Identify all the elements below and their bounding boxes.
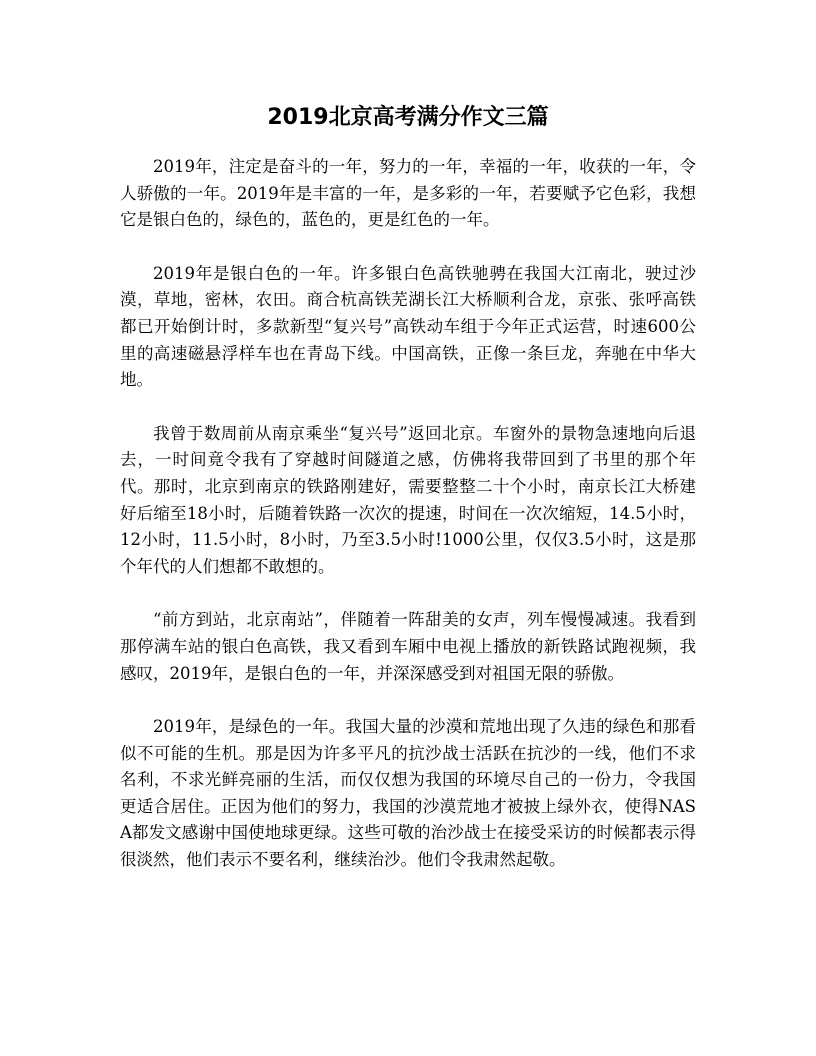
paragraph-4: “前方到站，北京南站”，伴随着一阵甜美的女声，列车慢慢减速。我看到那停满车站的银白色高铁，我又看到车厢中电视上播放的新铁路试跑视频，我感叹，2019年，是银白色的一年，并深深感受到对祖国无限的骄傲。 (120, 610, 696, 683)
paragraph-5: 2019年，是绿色的一年。我国大量的沙漠和荒地出现了久违的绿色和那看似不可能的生机。那是因为许多平凡的抗沙战士活跃在抗沙的一线，他们不求名利，不求光鲜亮丽的生活，而仅仅想为我国的环境尽自己的一份力，令我国更适合居住。正因为他们的努力，我国的沙漠荒地才被披上绿外衣，使得NASA都发文感谢中国使地球更绿。这些可敬的治沙战士在接受采访的时候都表示得很淡然，他们表示不要名利，继续治沙。他们令我肃然起敬。 (120, 717, 696, 870)
paragraph-3: 我曾于数周前从南京乘坐“复兴号”返回北京。车窗外的景物急速地向后退去，一时间竟令我有了穿越时间隧道之感，仿佛将我带回到了书里的那个年代。那时，北京到南京的铁路刚建好，需要整整二十个小时，南京长江大桥建好后缩至18小时，后随着铁路一次次的提速，时间在一次次缩短，14.5小时，12小时，11.5小时，8小时，乃至3.5小时!1000公里，仅仅3.5小时，这是那个年代的人们想都不敢想的。 (120, 423, 696, 576)
document-title: 2019北京高考满分作文三篇 (267, 105, 549, 130)
paragraph-1: 2019年，注定是奋斗的一年，努力的一年，幸福的一年，收获的一年，令人骄傲的一年。2019年是丰富的一年，是多彩的一年，若要赋予它色彩，我想它是银白色的，绿色的，蓝色的，更是红色的一年。 (120, 157, 696, 230)
document-body (120, 154, 696, 901)
paragraph-2: 2019年是银白色的一年。许多银白色高铁驰骋在我国大江南北，驶过沙漠，草地，密林，农田。商合杭高铁芜湖长江大桥顺利合龙，京张、张呼高铁都已开始倒计时，多款新型“复兴号”高铁动车组于今年正式运营，时速600公里的高速磁悬浮样车也在青岛下线。中国高铁，正像一条巨龙，奔驰在中华大地。 (120, 263, 696, 390)
